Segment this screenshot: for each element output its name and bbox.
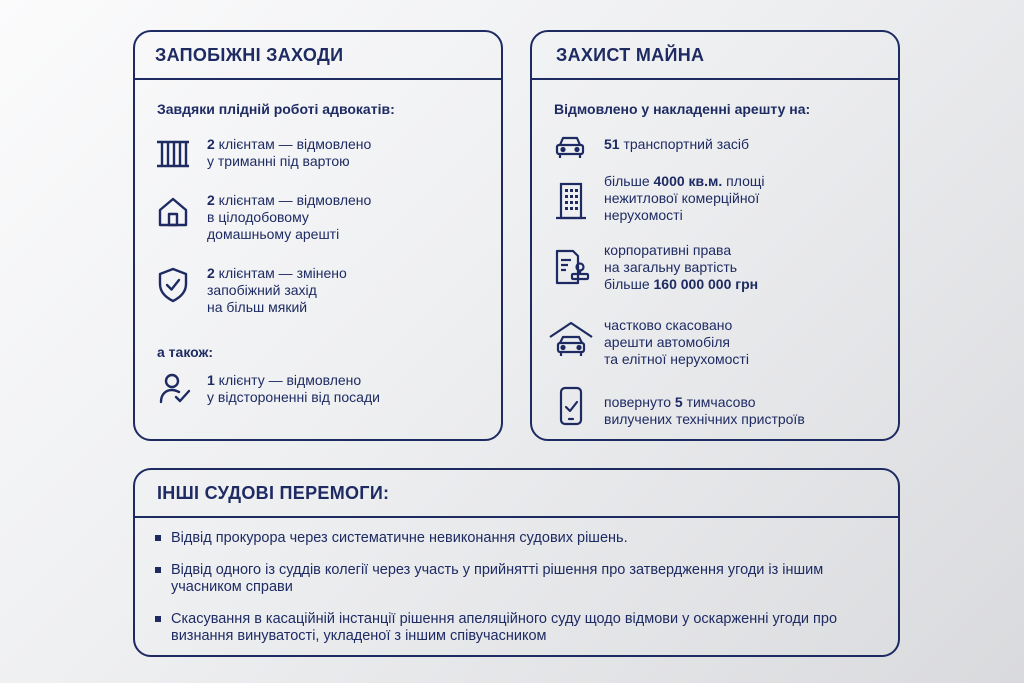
highlight-value: 4000 кв.м. bbox=[653, 173, 723, 189]
text-line bbox=[604, 173, 765, 190]
preventive-measures-header bbox=[135, 32, 501, 80]
text-segment: більше bbox=[604, 276, 654, 292]
user-check-icon bbox=[159, 372, 193, 406]
text-line bbox=[207, 209, 371, 226]
text-line bbox=[207, 192, 371, 209]
text-segment: на більш мякий bbox=[207, 299, 308, 315]
text-segment: на загальну вартість bbox=[604, 259, 738, 275]
text-segment: корпоративні права bbox=[604, 242, 732, 258]
text-line bbox=[604, 411, 805, 428]
highlight-value: 160 000 000 грн bbox=[653, 276, 759, 292]
house-icon bbox=[157, 196, 189, 228]
item-text bbox=[604, 317, 749, 368]
text-segment: вилучених технічних пристроїв bbox=[604, 411, 805, 427]
text-line bbox=[604, 351, 749, 368]
text-line bbox=[207, 153, 371, 170]
text-segment: арешти автомобіля bbox=[604, 334, 730, 350]
item-text bbox=[207, 265, 347, 316]
property-protection-subtitle: Відмовлено у накладенні арешту на: bbox=[554, 101, 811, 117]
property-protection-card bbox=[530, 30, 900, 441]
also-label: а також: bbox=[157, 344, 214, 360]
car-icon bbox=[554, 135, 586, 159]
text-segment: клієнтам — змінено bbox=[214, 265, 347, 281]
text-segment: нежитлової комерційної bbox=[604, 190, 760, 206]
property-protection-title: ЗАХИСТ МАЙНА bbox=[556, 45, 705, 65]
item-text bbox=[604, 394, 805, 428]
text-line bbox=[604, 276, 758, 293]
smartphone-check-icon bbox=[558, 386, 584, 426]
bullet-text: Відвід одного із суддів колегії через участь у прийнятті рішення про затвердження угоди із іншим учасником справи bbox=[171, 562, 824, 595]
item-text bbox=[604, 242, 758, 293]
preventive-measures-title: ЗАПОБІЖНІ ЗАХОДИ bbox=[155, 45, 344, 65]
item-text bbox=[207, 192, 371, 243]
text-line bbox=[604, 207, 765, 224]
text-segment: транспортний засіб bbox=[619, 136, 750, 152]
text-segment: повернуто bbox=[604, 394, 675, 410]
text-segment: домашньому арешті bbox=[207, 226, 340, 242]
text-segment: клієнту — відмовлено bbox=[214, 372, 362, 388]
garage-car-icon bbox=[548, 321, 594, 359]
text-segment: більше bbox=[604, 173, 654, 189]
property-protection-header bbox=[532, 32, 898, 80]
text-line bbox=[604, 334, 749, 351]
item-text bbox=[604, 136, 749, 153]
text-line bbox=[207, 282, 347, 299]
text-segment: запобіжний захід bbox=[207, 282, 317, 298]
text-line bbox=[207, 299, 347, 316]
text-line bbox=[207, 265, 347, 282]
text-line bbox=[207, 226, 371, 243]
bullet-marker bbox=[155, 535, 161, 541]
highlight-value: 1 bbox=[207, 372, 215, 388]
highlight-value: 2 bbox=[207, 265, 215, 281]
text-segment: у відстороненні від посади bbox=[207, 389, 380, 405]
text-line bbox=[207, 372, 380, 389]
document-stamp-icon bbox=[554, 248, 590, 286]
shield-check-icon bbox=[157, 267, 189, 303]
text-line bbox=[604, 317, 749, 334]
other-victories-card bbox=[133, 468, 900, 657]
text-segment: частково скасовано bbox=[604, 317, 733, 333]
highlight-value: 51 bbox=[604, 136, 620, 152]
preventive-measures-card bbox=[133, 30, 503, 441]
text-segment: у триманні під вартою bbox=[207, 153, 350, 169]
text-segment: площі bbox=[722, 173, 765, 189]
text-segment: клієнтам — відмовлено bbox=[214, 192, 372, 208]
other-victories-header bbox=[135, 470, 898, 518]
bullet-text: Відвід прокурора через систематичне невиконання судових рішень. bbox=[171, 530, 628, 546]
text-line bbox=[604, 394, 805, 411]
highlight-value: 2 bbox=[207, 192, 215, 208]
text-segment: нерухомості bbox=[604, 207, 683, 223]
text-line bbox=[604, 190, 765, 207]
office-building-icon bbox=[554, 181, 588, 221]
highlight-value: 2 bbox=[207, 136, 215, 152]
item-text bbox=[604, 173, 765, 224]
bullet-text: Скасування в касаційній інстанції рішення апеляційного суду щодо відмови у оскарженні угоди про визнання винуватості, укладеної з іншим співучасником bbox=[171, 611, 838, 644]
text-line bbox=[604, 242, 758, 259]
highlight-value: 5 bbox=[674, 394, 683, 410]
text-segment: та елітної нерухомості bbox=[604, 351, 749, 367]
prison-bars-icon bbox=[155, 138, 191, 170]
text-line bbox=[207, 136, 371, 153]
item-text bbox=[207, 136, 371, 170]
text-segment: в цілодобовому bbox=[207, 209, 309, 225]
bullet-marker bbox=[155, 616, 161, 622]
preventive-measures-subtitle: Завдяки плідній роботі адвокатів: bbox=[157, 101, 395, 117]
text-segment: клієнтам — відмовлено bbox=[214, 136, 372, 152]
text-segment: тимчасово bbox=[682, 394, 756, 410]
text-line bbox=[604, 259, 758, 276]
item-text bbox=[207, 372, 380, 406]
bullet-marker bbox=[155, 567, 161, 573]
text-line bbox=[604, 136, 749, 153]
other-victories-title: ІНШІ СУДОВІ ПЕРЕМОГИ: bbox=[157, 483, 390, 503]
text-line bbox=[207, 389, 380, 406]
